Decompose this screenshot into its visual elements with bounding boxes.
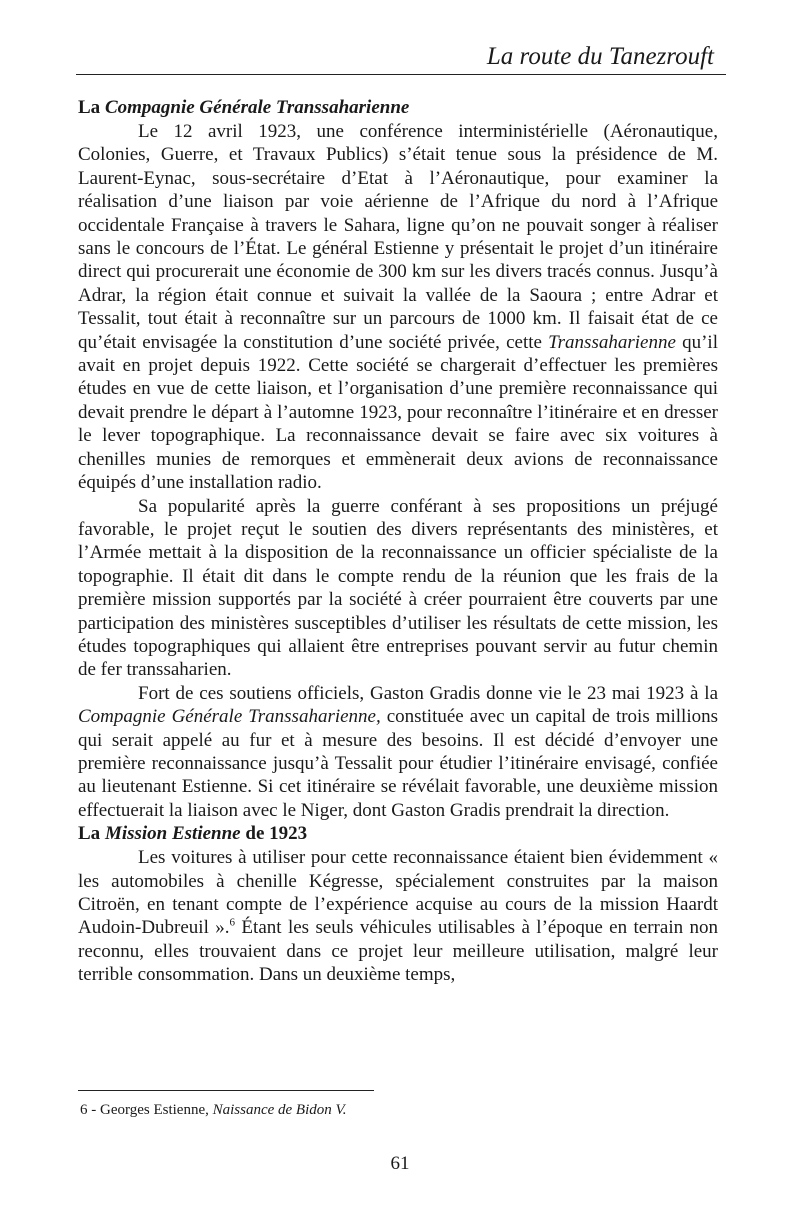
footnote-text: 6 - Georges Estienne,	[80, 1102, 213, 1118]
paragraph-italic: Compagnie Générale Transsaharienne,	[78, 706, 381, 728]
footnote-ref[interactable]: 6	[229, 917, 236, 930]
paragraph-text: Fort de ces soutiens officiels, Gaston Gradis donne vie le 23 mai 1923 à la	[138, 682, 718, 704]
paragraph	[78, 120, 718, 495]
footnote-italic: Naissance de Bidon V.	[212, 1102, 347, 1118]
heading-italic: Compagnie Générale Transsaharienne	[104, 97, 410, 118]
page-number: 61	[390, 1153, 410, 1174]
paragraph	[78, 846, 718, 986]
paragraph-text: Le 12 avril 1923, une conférence interministérielle (Aéronautique, Colonies, Guerre, et Travaux Publics) s’était tenue sous la présidence de M. Laurent-Eynac, sous-secrétaire d’Etat à l’Aéronautique, pour examiner la réalisation d’une liaison par voie aérienne de l’Afrique du nord à l’Afrique occidentale Française à travers le Sahara, ligne qu’on ne pouvait songer à réaliser sans le concours de l’État. Le général Estienne y présentait le projet d’un itinéraire direct qui procurerait une économie de 300 km sur les divers tracés connus. Jusqu’à Adrar, la région était connue et suivait la vallée de la Saoura ; entre Adrar et Tessalit, tout était à reconnaître sur un parcours de 1000 km. Il faisait état de ce qu’était envisagée la constitution d’une société privée, cette	[78, 121, 718, 353]
section-heading-mission	[78, 822, 718, 846]
paragraph: Sa popularité après la guerre conférant à ses propositions un préjugé favorable, le projet reçut le soutien des divers représentants des ministères, et l’Armée mettait à la disposition de la reconnaissance un officier spécialiste de la topographie. Il était dit dans le compte rendu de la réunion que les frais de la première mission supportés par la société à créer pourraient être couverts par une participation des ministères susceptibles d’utiliser les résultats de cette mission, les études topographiques qui allaient être entreprises pouvant servir au futur chemin de fer transsaharien.	[78, 495, 718, 681]
paragraph-text: qu’il avait en projet depuis 1922. Cette société se chargerait d’effectuer les premières études en vue de cette liaison, et l’organisation d’une première reconnaissance qui devait prendre le départ à l’automne 1923, pour reconnaître l’itinéraire et en dresser le lever topographique. La reconnaissance devait se faire avec six voitures à chenilles munies de remorques et emmènerait deux avions de reconnaissance équipés d’une installation radio.	[78, 331, 718, 494]
running-head: La route du Tanezrouft	[486, 43, 714, 70]
page-body	[78, 96, 718, 987]
footnote-rule	[78, 1090, 374, 1091]
footnote	[80, 1101, 347, 1119]
paragraph-text: Étant les seuls véhicules utilisables à l’époque en terrain non reconnu, elles trouvaient dans ce projet leur meilleure utilisation, malgré leur terrible consommation. Dans un deuxième temps,	[78, 917, 718, 986]
header-rule	[76, 74, 726, 75]
paragraph-text: constituée avec un capital de trois millions qui serait appelé au fur et à mesure des besoins. Il est décidé d’envoyer une première reconnaissance jusqu’à Tessalit pour étudier l’itinéraire envisagé, confiée au lieutenant Estienne. Si cet itinéraire se révélait favorable, une deuxième mission effectuerait la liaison avec le Niger, dont Gaston Gradis prendrait la direction.	[78, 706, 718, 821]
heading-suffix: de 1923	[240, 823, 308, 845]
paragraph	[78, 682, 718, 822]
paragraph-italic: Transsaharienne	[548, 331, 676, 353]
heading-italic: Mission Estienne	[104, 823, 241, 845]
paragraph-text: Les voitures à utiliser pour cette reconnaissance étaient bien évidemment « les automobiles à chenille Kégresse, spécialement construites par la maison Citroën, en tenant compte de l’expérience acquise au cours de la mission Haardt Audoin-Dubreuil ».	[78, 847, 718, 939]
section-heading-compagnie	[78, 96, 718, 120]
heading-prefix: La	[78, 97, 105, 118]
heading-prefix: La	[78, 823, 105, 845]
